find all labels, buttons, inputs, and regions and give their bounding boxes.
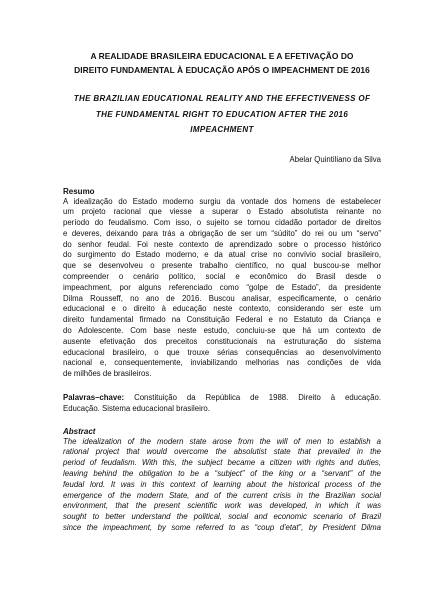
abstract-paragraph: [63, 437, 381, 534]
resumo-heading: Resumo: [63, 186, 95, 196]
resumo-line: educacional brasileiro, o que trouxe sérias consequências ao desenvolvimento: [63, 347, 381, 357]
abstract-line: since the impeachment, by some referred to as “coup d'etat”, by President Dilma: [63, 523, 381, 533]
paper-title-english: [63, 91, 381, 138]
resumo-line: de milhões de brasileiros.: [63, 369, 152, 379]
resumo-line: educacional e o direito à educação neste contexto, considerando ser este um: [63, 304, 381, 314]
keywords-block: [63, 393, 381, 415]
resumo-line: do Adolescente. Com base neste estudo, concluiu-se que há um contexto de: [63, 326, 381, 336]
resumo-line: A idealização do Estado moderno surgiu da vontade dos homens de estabelecer: [63, 196, 381, 206]
abstract-line: leaving behind the obligation to be a “subject” of the king or a “servant” of the: [63, 469, 381, 479]
resumo-line: que se desenvolveu o presente trabalho científico, no qual buscou-se melhor: [63, 261, 381, 271]
keywords-line-1: Constituição da República de 1988. Direito à educação.: [134, 393, 381, 403]
abstract-line: period of feudalism. With this, the subject became a citizen with rights and duties,: [63, 458, 381, 468]
abstract-line: feudal lord. It was in this context of learning about the historical process of the: [63, 479, 381, 489]
subtitle-line-1: THE BRAZILIAN EDUCATIONAL REALITY AND THE EFFECTIVENESS OF: [73, 94, 371, 103]
resumo-line: impeachment, por alguns referenciado como “golpe de Estado”, da presidente: [63, 282, 381, 292]
resumo-line: compreender o cenário político, social e econômico do Brasil desde o: [63, 272, 381, 282]
keywords-label: Palavras–chave:: [63, 393, 125, 403]
resumo-paragraph: [63, 197, 381, 381]
subtitle-line-2: THE FUNDAMENTAL RIGHT TO EDUCATION AFTER THE 2016: [95, 109, 349, 119]
resumo-line: um projeto racional que viesse a superar o Estado absolutista reinante no: [63, 207, 381, 217]
resumo-line: direito fundamental firmado na Constituição Federal e no Estatuto da Criança e: [63, 315, 381, 325]
subtitle-line-3: IMPEACHMENT: [190, 125, 254, 134]
paper-title: [63, 49, 381, 77]
resumo-line: ausente efetivação dos preceitos constitucionais na estruturação do sistema: [63, 336, 381, 346]
title-line-2: DIREITO FUNDAMENTAL À EDUCAÇÃO APÓS O IMPEACHMENT DE 2016: [74, 65, 370, 75]
keywords-line-2: Educação. Sistema educacional brasileiro.: [63, 403, 210, 413]
resumo-line: do surgimento do Estado moderno, e da atual crise no convívio social brasileiro,: [63, 250, 381, 260]
abstract-heading: Abstract: [63, 426, 96, 436]
resumo-line: período do feudalismo. Com isso, o sujeito se tornou cidadão portador de direitos: [63, 218, 381, 228]
resumo-line: e deveres, deixando para trás a obrigação de ser um “súdito” do rei ou um “servo”: [63, 228, 381, 238]
abstract-line: rational project that would overcome the absolutist state that prevailed in the: [63, 447, 381, 457]
abstract-line: emergence of the modern State, and of the current crisis in the Brazilian social: [63, 490, 381, 500]
resumo-line: do senhor feudal. Foi neste contexto de aprendizado sobre o processo histórico: [63, 239, 381, 249]
resumo-line: Dilma Rousseff, no ano de 2016. Buscou analisar, especificamente, o cenário: [63, 293, 381, 303]
resumo-line: nacional e, consequentemente, inviabilizando melhorias nas condições de vida: [63, 358, 381, 368]
abstract-line: sought to better understand the political, social and economic scenario of Brazil: [63, 512, 381, 522]
author-name: Abelar Quintiliano da Silva: [289, 154, 381, 164]
title-line-1: A REALIDADE BRASILEIRA EDUCACIONAL E A EFETIVAÇÃO DO: [90, 51, 354, 61]
abstract-line: environment, that the present scientific work was developed, in which it was: [63, 501, 381, 511]
abstract-line: The idealization of the modern state arose from the will of men to establish a: [63, 436, 381, 446]
